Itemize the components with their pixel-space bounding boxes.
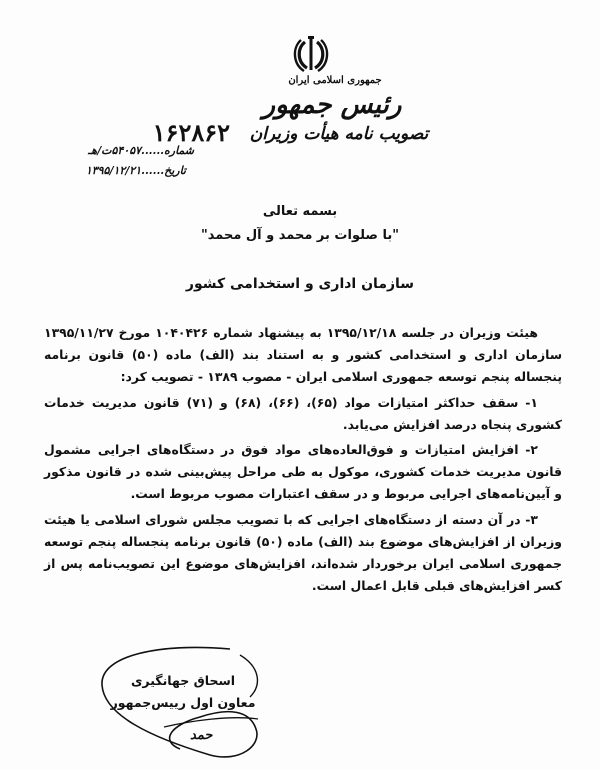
clause-1: ۱- سقف حداکثر امتیازات مواد (۶۵)، (۶۶)، (۶۸) و (۷۱) قانون مدیریت خدمات کشوری پنجاه درصد افزایش می‌یابد. (44, 394, 562, 432)
letterhead-document-type: تصویب نامه هیأت وزیران (249, 124, 429, 144)
document-number: شماره......۵۴۰۵۷ت/هـ (88, 144, 194, 157)
document-date: تاریخ......۱۳۹۵/۱۲/۲۱ (85, 164, 186, 177)
registration-number: ۱۶۲۸۶۲ (152, 118, 230, 147)
letterhead-republic: جمهوری اسلامی ایران (288, 75, 382, 86)
signature-mark: حمد (190, 728, 213, 743)
clause-3: ۳- در آن دسته از دستگاه‌های اجرایی که با تصویب مجلس شورای اسلامی یا هیئت وزیران از افزایش‌های موضوع بند (الف) ماده (۵۰) قانون برنامه پنجساله پنجم توسعه جمهوری اسلامی ایران برخوردار شده‌اند، افزایش‌های موضوع این تصویب‌نامه پس از کسر افزایش‌های قبلی قابل اعمال است. (44, 511, 562, 594)
letterhead (230, 74, 430, 146)
salavat-heading: "با صلوات بر محمد و آل محمد" (200, 228, 400, 243)
iran-emblem-icon (291, 34, 331, 74)
letterhead-office: رئیس جمهور (262, 90, 402, 120)
signature-block (108, 670, 258, 714)
intro-paragraph: هیئت وزیران در جلسه ۱۳۹۵/۱۲/۱۸ به پیشنهاد شماره ۱۰۴۰۴۲۶ مورخ ۱۳۹۵/۱۱/۲۷ سازمان اداری و استخدامی کشور و به استناد بند (الف) ماده (۵۰) قانون برنامه پنجساله پنجم توسعه جمهوری اسلامی ایران - مصوب ۱۳۸۹ - تصویب کرد: (44, 325, 562, 385)
clause-2: ۲- افزایش امتیازات و فوق‌العاده‌های مواد فوق در دستگاه‌های اجرایی مشمول قانون مدیریت خدمات کشوری، موکول به طی مراحل پیش‌بینی شده در قانون مذکور و آیین‌نامه‌های اجرایی مربوط و در سقف اعتبارات مصوب مربوط است. (44, 442, 562, 502)
decree-body (44, 322, 562, 597)
signatory-name: اسحاق جهانگیری (130, 673, 236, 688)
signatory-title: معاون اول رییس‌جمهور (110, 695, 256, 710)
recipient-heading: سازمان اداری و استخدامی کشور (185, 276, 415, 292)
bismillah-heading: بسمه تعالی (262, 204, 338, 219)
